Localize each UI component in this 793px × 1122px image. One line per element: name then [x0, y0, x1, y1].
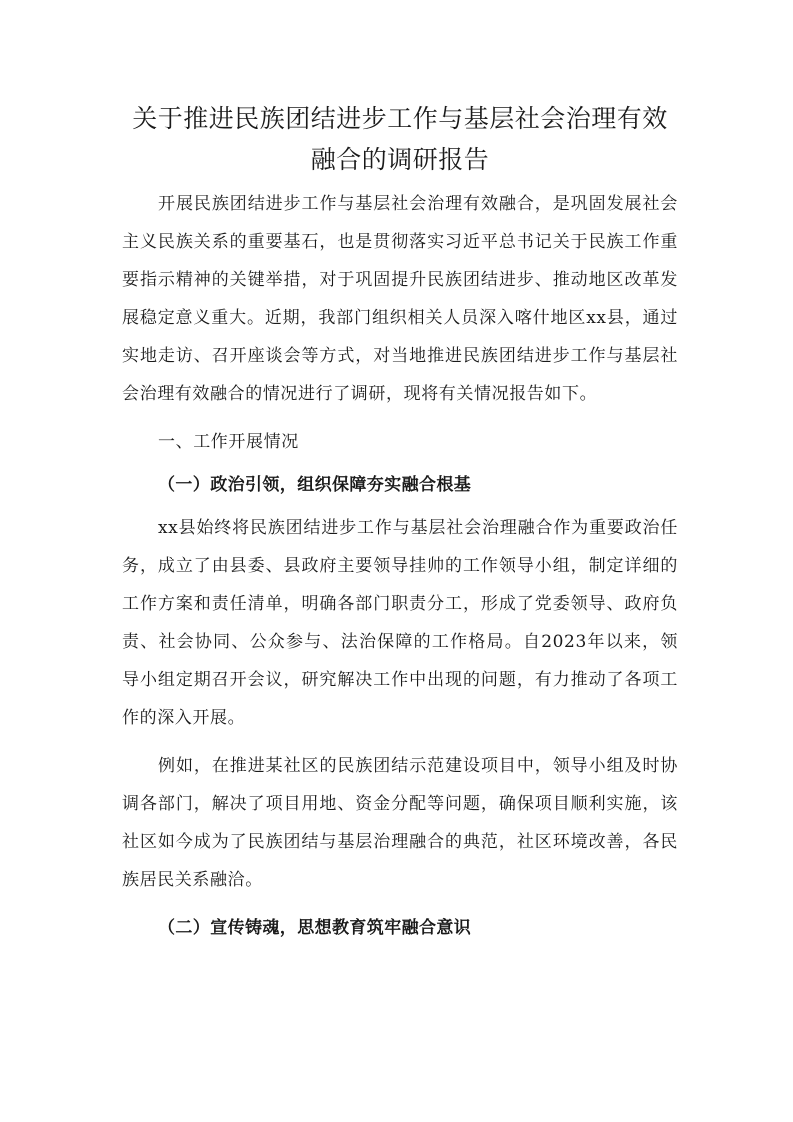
- document-page: [122, 98, 678, 947]
- body-paragraph-2: 例如，在推进某社区的民族团结示范建设项目中，领导小组及时协调各部门，解决了项目用地、资金分配等问题，确保项目顺利实施，该社区如今成为了民族团结与基层治理融合的典范，社区环境改善，各民族居民关系融洽。: [122, 756, 678, 890]
- spacer: [122, 737, 678, 747]
- intro-paragraph: 开展民族团结进步工作与基层社会治理有效融合，是巩固发展社会主义民族关系的重要基石，也是贯彻落实习近平总书记关于民族工作重要指示精神的关键举措，对于巩固提升民族团结进步、推动地区改革发展稳定意义重大。近期，我部门组织相关人员深入喀什地区xx县，通过实地走访、召开座谈会等方式，对当地推进民族团结进步工作与基层社会治理有效融合的情况进行了调研，现将有关情况报告如下。: [122, 194, 678, 404]
- spacer: [122, 899, 678, 909]
- document-title: 关于推进民族团结进步工作与基层社会治理有效融合的调研报告: [132, 104, 668, 174]
- spacer: [122, 413, 678, 423]
- subsection-heading-1: （一）政治引领，组织保障夯实融合根基: [158, 475, 472, 495]
- body-paragraph-1: xx县始终将民族团结进步工作与基层社会治理融合作为重要政治任务，成立了由县委、县政府主要领导挂帅的工作领导小组，制定详细的工作方案和责任清单，明确各部门职责分工，形成了党委领导、政府负责、社会协同、公众参与、法治保障的工作格局。自2023年以来，领导小组定期召开会议，研究解决工作中出现的问题，有力推动了各项工作的深入开展。: [122, 518, 678, 728]
- section-heading-1: 一、工作开展情况: [158, 432, 299, 452]
- subsection-heading-2: （二）宣传铸魂，思想教育筑牢融合意识: [158, 918, 472, 938]
